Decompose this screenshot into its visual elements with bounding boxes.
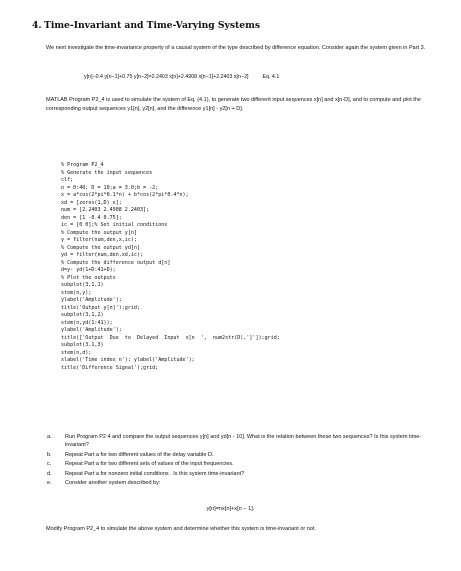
code-line: xd = [zeros(1,D) x]; (61, 199, 122, 206)
closing-paragraph: Modify Program P2_4 to simulate the above system and determine whether this system is time-invariant or not. (46, 526, 316, 532)
question-text: Repeat Part a for two different sets of values of the input frequencies. (65, 461, 234, 468)
question-label: b. (47, 451, 52, 458)
question-item (47, 479, 437, 487)
code-line: % Program P2_4 (61, 162, 104, 168)
question-label: c. (47, 461, 52, 468)
code-line: % Compute the output yd[n] (61, 244, 141, 251)
difference-equation (84, 74, 404, 80)
code-line: num = [2.2403 2.4908 2.2403]; (61, 207, 150, 214)
code-line: % Plot the outputs (61, 274, 116, 281)
section-number: 4. (32, 20, 42, 31)
code-line: ylabel('Amplitude'); (61, 327, 122, 334)
code-line: subplot(3,1,3) (61, 342, 104, 349)
intro-paragraph: We next investigate the time-invariance property of a causal system of the type described by difference equation. Consider again the system given in Part 3. (46, 45, 426, 51)
code-line: title(['Output Due to Delayed Input x[n ', num2str(D),']']);grid; (61, 334, 280, 341)
question-text: Consider another system described by: (65, 480, 161, 487)
code-line: stem(n,d); (61, 349, 92, 356)
second-system-equation: y[n]=nx[n]+x[n − 1]. (206, 506, 255, 512)
program-description: MATLAB Program P2_4 is used to simulate the system of Eq. (4.1), to generate two different input sequences x[n] and x[n-D], and to compute and plot the corresponding output sequences y1[n], y2[n], and the difference y1[n] - y2[n + D]. (46, 97, 421, 112)
code-line: title('Difference Signal');grid; (61, 364, 159, 371)
question-item (47, 433, 437, 449)
code-line: ylabel('Amplitude'); (61, 297, 122, 304)
code-line: x = a*cos(2*pi*0.1*n) + b*cos(2*pi*0.4*n); (61, 192, 189, 199)
section-title: Time-Invariant and Time-Varying Systems (44, 20, 261, 31)
code-line: y = filter(num,den,x,ic); (61, 237, 137, 244)
code-line: ic = [0 0];% Set initial conditions (61, 222, 168, 229)
code-line: yd = filter(num,den,xd,ic); (61, 252, 144, 259)
code-line: title('Output y[n]');grid; (61, 304, 141, 311)
code-line: n = 0:40; D = 10;a = 3.0;b = -2; (61, 184, 159, 191)
code-line: stem(n,yd(1:41)); (61, 319, 113, 326)
question-text: Repeat Part a for two different values of the delay variable D. (65, 451, 214, 458)
code-line: subplot(3,1,2) (61, 312, 104, 319)
question-item (47, 470, 437, 478)
code-line: clf; (61, 177, 74, 184)
question-text: Run Program P2 4 and compare the output sequences y[n] and yd[n - 10]. What is the relation between these two sequences? Is this system time-invariant? (65, 434, 422, 448)
section-heading (32, 20, 432, 31)
question-item (47, 460, 437, 468)
code-line: den = [1 -0.4 0.75]; (61, 214, 122, 221)
code-line: xlabel('Time index n'); ylabel('Amplitude'); (61, 357, 195, 364)
question-text: Repeat Part a for nonzero initial conditions . Is this system time-invariant? (65, 470, 245, 477)
equation-label: Eq. 4.1 (262, 74, 280, 80)
question-label: e. (47, 480, 52, 487)
equation-text: y[n]−0.4 y[n−1]+0.75 y[n−2]=2.2403 x[n]+2.4908 x[n−1]+2.2403 x[n−2] (84, 74, 249, 80)
question-list (47, 433, 437, 489)
code-line: subplot(3,1,1) (61, 282, 104, 289)
question-item (47, 451, 437, 459)
question-label: a. (47, 434, 52, 440)
code-line: % Compute the output y[n] (61, 229, 137, 236)
code-line: % Compute the difference output d[n] (61, 259, 171, 266)
code-line: d=y- yd(1+D:41+D); (61, 267, 116, 274)
matlab-code-block (61, 162, 441, 372)
code-line: % Generate the input sequences (61, 169, 153, 176)
code-line: stem(n,y); (61, 289, 92, 296)
question-label: d. (47, 470, 52, 477)
